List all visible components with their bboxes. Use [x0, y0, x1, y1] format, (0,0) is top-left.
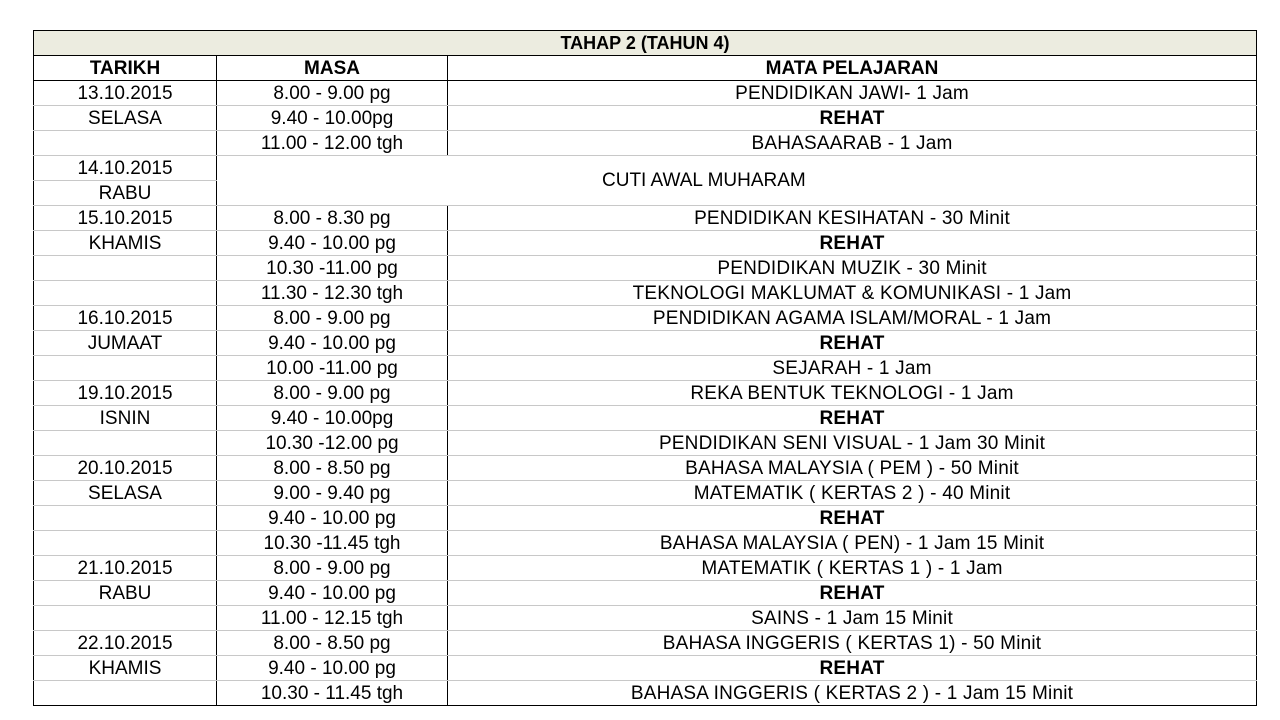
time-cell: 11.30 - 12.30 tgh [217, 281, 448, 306]
table-row [34, 481, 1257, 506]
empty-date-cell [34, 256, 217, 281]
table-row [34, 456, 1257, 481]
subject-cell: BAHASA INGGERIS ( KERTAS 2 ) - 1 Jam 15 Minit [448, 681, 1257, 706]
time-cell: 8.00 - 8.50 pg [217, 456, 448, 481]
table-row [34, 106, 1257, 131]
holiday-row [34, 156, 1257, 181]
table-row [34, 406, 1257, 431]
day-cell: ISNIN [34, 406, 217, 431]
subject-cell: PENDIDIKAN SENI VISUAL - 1 Jam 30 Minit [448, 431, 1257, 456]
table-row [34, 606, 1257, 631]
table-row [34, 531, 1257, 556]
subject-cell: PENDIDIKAN KESIHATAN - 30 Minit [448, 206, 1257, 231]
table-row [34, 281, 1257, 306]
break-cell: REHAT [448, 231, 1257, 256]
empty-date-cell [34, 431, 217, 456]
table-row [34, 656, 1257, 681]
subject-cell: SAINS - 1 Jam 15 Minit [448, 606, 1257, 631]
time-cell: 11.00 - 12.00 tgh [217, 131, 448, 156]
date-cell: 16.10.2015 [34, 306, 217, 331]
day-cell: KHAMIS [34, 656, 217, 681]
empty-date-cell [34, 131, 217, 156]
table-row [34, 381, 1257, 406]
table-row [34, 306, 1257, 331]
table-row [34, 231, 1257, 256]
time-cell: 11.00 - 12.15 tgh [217, 606, 448, 631]
header-row [34, 56, 1257, 81]
exam-schedule-table [33, 30, 1257, 706]
table-row [34, 556, 1257, 581]
header-time: MASA [217, 56, 448, 81]
table-row [34, 431, 1257, 456]
day-cell: JUMAAT [34, 331, 217, 356]
subject-cell: MATEMATIK ( KERTAS 1 ) - 1 Jam [448, 556, 1257, 581]
break-cell: REHAT [448, 506, 1257, 531]
time-cell: 10.30 - 11.45 tgh [217, 681, 448, 706]
time-cell: 10.30 -12.00 pg [217, 431, 448, 456]
table-row [34, 681, 1257, 706]
date-cell: 22.10.2015 [34, 631, 217, 656]
time-cell: 8.00 - 9.00 pg [217, 381, 448, 406]
subject-cell: PENDIDIKAN AGAMA ISLAM/MORAL - 1 Jam [448, 306, 1257, 331]
time-cell: 8.00 - 8.50 pg [217, 631, 448, 656]
date-cell: 13.10.2015 [34, 81, 217, 106]
day-cell: RABU [34, 581, 217, 606]
time-cell: 9.40 - 10.00pg [217, 406, 448, 431]
table-row [34, 331, 1257, 356]
day-cell: KHAMIS [34, 231, 217, 256]
day-cell: RABU [34, 181, 217, 206]
empty-date-cell [34, 681, 217, 706]
time-cell: 9.40 - 10.00 pg [217, 656, 448, 681]
break-cell: REHAT [448, 406, 1257, 431]
time-cell: 10.30 -11.45 tgh [217, 531, 448, 556]
holiday-cell: CUTI AWAL MUHARAM [217, 156, 1257, 206]
empty-date-cell [34, 531, 217, 556]
time-cell: 8.00 - 8.30 pg [217, 206, 448, 231]
table-title: TAHAP 2 (TAHUN 4) [34, 31, 1257, 56]
break-cell: REHAT [448, 581, 1257, 606]
subject-cell: PENDIDIKAN MUZIK - 30 Minit [448, 256, 1257, 281]
date-cell: 20.10.2015 [34, 456, 217, 481]
break-cell: REHAT [448, 656, 1257, 681]
break-cell: REHAT [448, 331, 1257, 356]
time-cell: 9.40 - 10.00 pg [217, 581, 448, 606]
subject-cell: BAHASA MALAYSIA ( PEM ) - 50 Minit [448, 456, 1257, 481]
table-row [34, 356, 1257, 381]
empty-date-cell [34, 606, 217, 631]
header-subject: MATA PELAJARAN [448, 56, 1257, 81]
empty-date-cell [34, 356, 217, 381]
table-row [34, 81, 1257, 106]
date-cell: 15.10.2015 [34, 206, 217, 231]
table-row [34, 206, 1257, 231]
schedule-body [34, 81, 1257, 706]
break-cell: REHAT [448, 106, 1257, 131]
subject-cell: TEKNOLOGI MAKLUMAT & KOMUNIKASI - 1 Jam [448, 281, 1257, 306]
day-cell: SELASA [34, 106, 217, 131]
subject-cell: BAHASA INGGERIS ( KERTAS 1) - 50 Minit [448, 631, 1257, 656]
time-cell: 9.40 - 10.00 pg [217, 231, 448, 256]
empty-date-cell [34, 281, 217, 306]
table-row [34, 256, 1257, 281]
table-row [34, 581, 1257, 606]
date-cell: 14.10.2015 [34, 156, 217, 181]
empty-date-cell [34, 506, 217, 531]
subject-cell: REKA BENTUK TEKNOLOGI - 1 Jam [448, 381, 1257, 406]
time-cell: 9.40 - 10.00 pg [217, 506, 448, 531]
table-row [34, 631, 1257, 656]
header-date: TARIKH [34, 56, 217, 81]
table-row [34, 131, 1257, 156]
subject-cell: SEJARAH - 1 Jam [448, 356, 1257, 381]
time-cell: 9.00 - 9.40 pg [217, 481, 448, 506]
time-cell: 8.00 - 9.00 pg [217, 306, 448, 331]
time-cell: 9.40 - 10.00 pg [217, 331, 448, 356]
date-cell: 21.10.2015 [34, 556, 217, 581]
time-cell: 8.00 - 9.00 pg [217, 81, 448, 106]
subject-cell: BAHASAARAB - 1 Jam [448, 131, 1257, 156]
date-cell: 19.10.2015 [34, 381, 217, 406]
table-row [34, 506, 1257, 531]
subject-cell: PENDIDIKAN JAWI- 1 Jam [448, 81, 1257, 106]
time-cell: 8.00 - 9.00 pg [217, 556, 448, 581]
day-cell: SELASA [34, 481, 217, 506]
time-cell: 9.40 - 10.00pg [217, 106, 448, 131]
table-title-row [34, 31, 1257, 56]
subject-cell: BAHASA MALAYSIA ( PEN) - 1 Jam 15 Minit [448, 531, 1257, 556]
subject-cell: MATEMATIK ( KERTAS 2 ) - 40 Minit [448, 481, 1257, 506]
time-cell: 10.30 -11.00 pg [217, 256, 448, 281]
time-cell: 10.00 -11.00 pg [217, 356, 448, 381]
